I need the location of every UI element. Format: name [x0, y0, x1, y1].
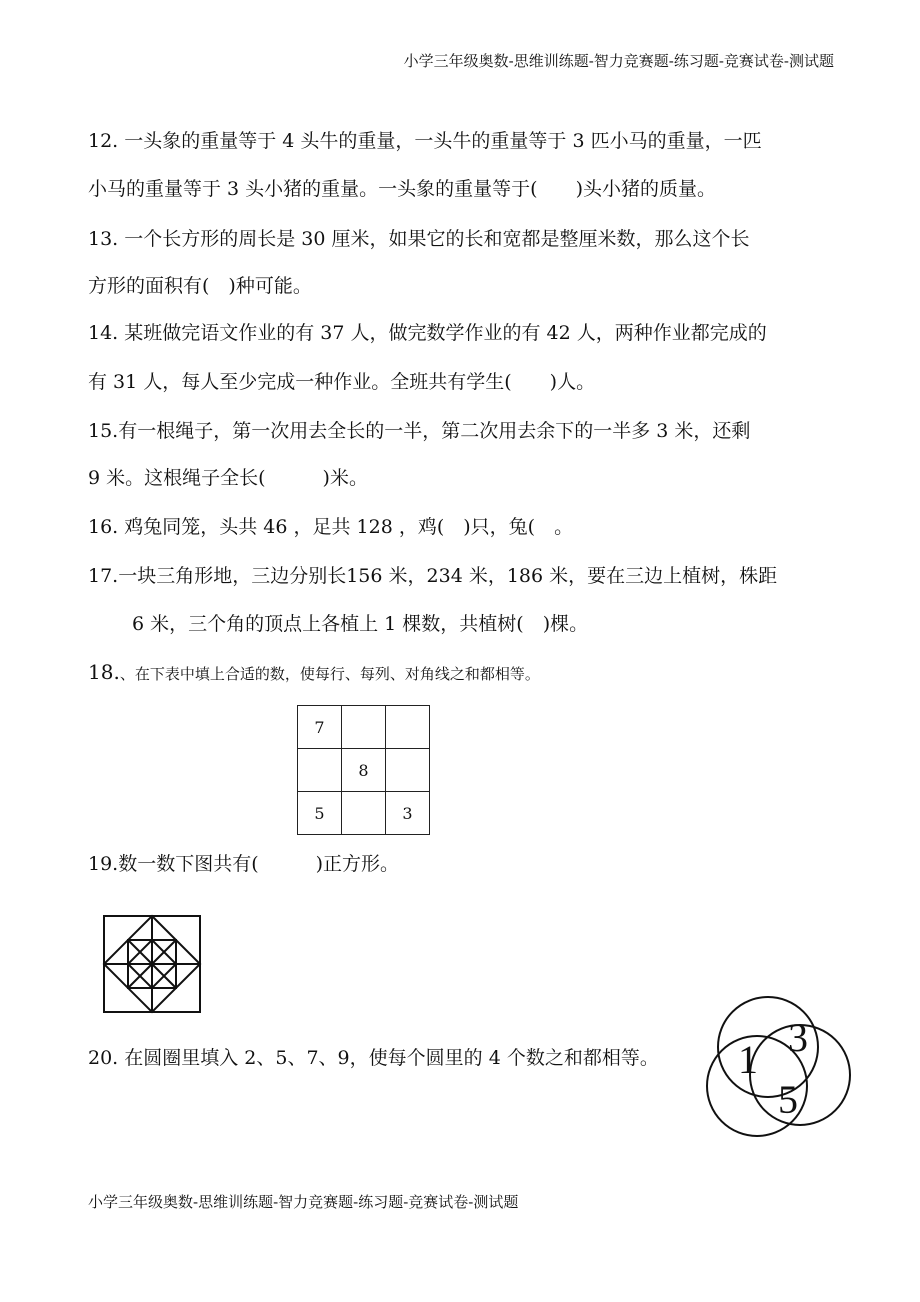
q20-line1: 20. 在圆圈里填入 2、5、7、9，使每个圆里的 4 个数之和都相等。: [88, 1047, 659, 1069]
grid-cell: [342, 792, 386, 835]
page-header: 小学三年级奥数-思维训练题-智力竞赛题-练习题-竞赛试卷-测试题: [403, 52, 834, 70]
circle-number-5: 5: [778, 1077, 798, 1122]
grid-cell: 7: [298, 706, 342, 749]
grid-cell: [386, 706, 430, 749]
q14-line2: 有 31 人，每人至少完成一种作业。全班共有学生( )人。: [88, 371, 596, 393]
q18-line: [88, 660, 540, 686]
q14-line1: 14. 某班做完语文作业的有 37 人，做完数学作业的有 42 人，两种作业都完成的: [88, 322, 767, 344]
magic-square-grid: [297, 705, 430, 835]
q19-line1: 19.数一数下图共有( )正方形。: [88, 853, 400, 875]
grid-cell: [342, 706, 386, 749]
circle-number-3: 3: [788, 1015, 808, 1060]
grid-cell: 8: [342, 749, 386, 792]
q12-line2: 小马的重量等于 3 头小猪的重量。一头象的重量等于( )头小猪的质量。: [88, 178, 716, 200]
grid-cell: [298, 749, 342, 792]
q17-line1: 17.一块三角形地，三边分别长156 米，234 米，186 米，要在三边上植树，株距: [88, 565, 778, 587]
q18-number: 18.: [88, 660, 120, 684]
page-footer: 小学三年级奥数-思维训练题-智力竞赛题-练习题-竞赛试卷-测试题: [88, 1193, 519, 1211]
q15-line1: 15.有一根绳子，第一次用去全长的一半，第二次用去余下的一半多 3 米，还剩: [88, 420, 751, 442]
q18-text: 、在下表中填上合适的数，使每行、每列、对角线之和都相等。: [119, 665, 540, 683]
circle-number-1: 1: [738, 1037, 758, 1082]
q13-line1: 13. 一个长方形的周长是 30 厘米，如果它的长和宽都是整厘米数，那么这个长: [88, 228, 750, 250]
square-count-figure: [103, 915, 201, 1013]
q16-line1: 16. 鸡兔同笼，头共 46 ，足共 128 ，鸡( )只，兔( 。: [88, 516, 574, 538]
venn-circles-figure: [700, 985, 860, 1145]
q12-line1: 12. 一头象的重量等于 4 头牛的重量，一头牛的重量等于 3 匹小马的重量，一匹: [88, 130, 762, 152]
grid-cell: 5: [298, 792, 342, 835]
q17-line2: 6 米，三个角的顶点上各植上 1 棵数，共植树( )棵。: [132, 613, 589, 635]
q13-line2: 方形的面积有( )种可能。: [88, 275, 312, 297]
grid-cell: 3: [386, 792, 430, 835]
q15-line2: 9 米。这根绳子全长( )米。: [88, 467, 368, 489]
grid-cell: [386, 749, 430, 792]
